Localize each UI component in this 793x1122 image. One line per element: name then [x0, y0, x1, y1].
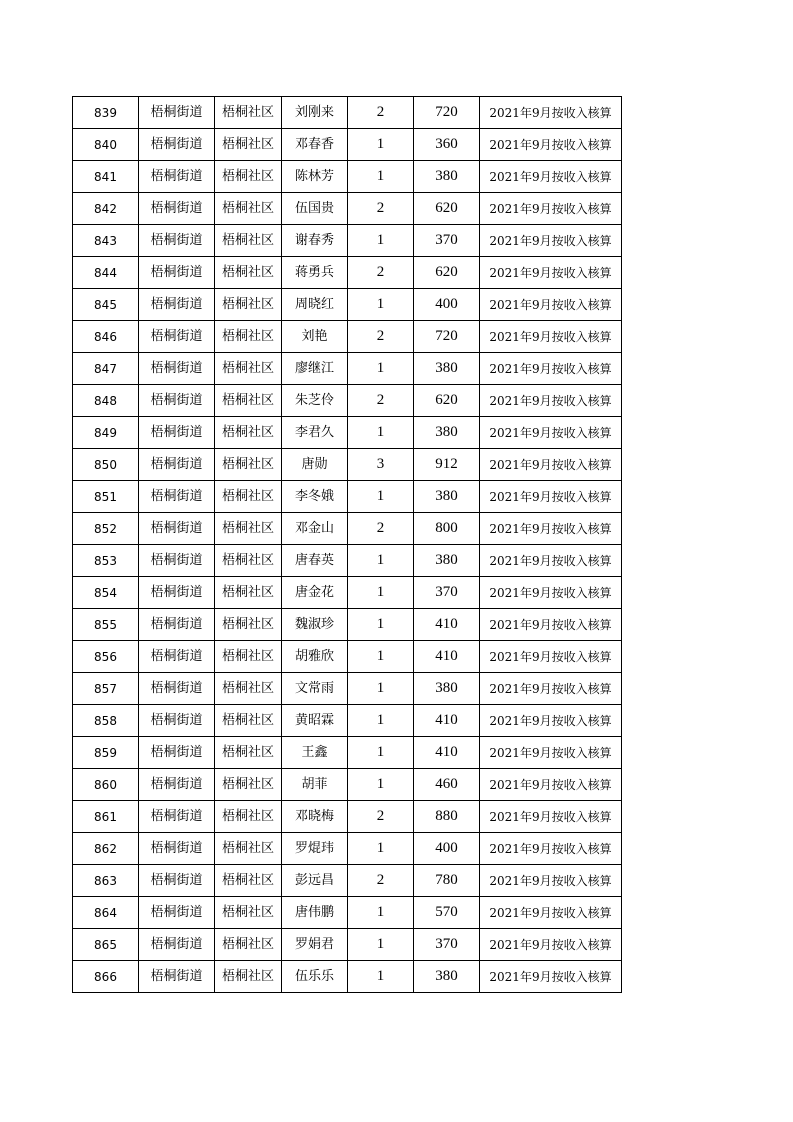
table-row	[73, 385, 622, 417]
cell-serial-number: 842	[73, 193, 139, 225]
cell-household-size: 1	[348, 769, 414, 801]
cell-amount: 410	[414, 737, 480, 769]
table-row	[73, 193, 622, 225]
cell-serial-number: 846	[73, 321, 139, 353]
cell-community: 梧桐社区	[215, 193, 282, 225]
cell-household-size: 1	[348, 705, 414, 737]
cell-amount: 912	[414, 449, 480, 481]
cell-note: 2021年9月按收入核算	[480, 897, 622, 929]
cell-name: 李冬娥	[282, 481, 348, 513]
cell-community: 梧桐社区	[215, 129, 282, 161]
cell-community: 梧桐社区	[215, 897, 282, 929]
cell-street: 梧桐街道	[139, 417, 215, 449]
cell-name: 罗焜玮	[282, 833, 348, 865]
cell-amount: 380	[414, 481, 480, 513]
table-row	[73, 577, 622, 609]
cell-household-size: 1	[348, 673, 414, 705]
cell-community: 梧桐社区	[215, 545, 282, 577]
cell-household-size: 1	[348, 737, 414, 769]
cell-household-size: 1	[348, 833, 414, 865]
cell-name: 彭远昌	[282, 865, 348, 897]
cell-street: 梧桐街道	[139, 577, 215, 609]
table-row	[73, 449, 622, 481]
cell-note: 2021年9月按收入核算	[480, 833, 622, 865]
cell-community: 梧桐社区	[215, 513, 282, 545]
table-row	[73, 865, 622, 897]
table-row	[73, 673, 622, 705]
cell-name: 胡雅欣	[282, 641, 348, 673]
cell-amount: 400	[414, 833, 480, 865]
cell-household-size: 2	[348, 865, 414, 897]
cell-household-size: 1	[348, 897, 414, 929]
table-row	[73, 225, 622, 257]
cell-household-size: 1	[348, 929, 414, 961]
cell-serial-number: 857	[73, 673, 139, 705]
cell-street: 梧桐街道	[139, 513, 215, 545]
cell-household-size: 3	[348, 449, 414, 481]
cell-household-size: 2	[348, 513, 414, 545]
cell-community: 梧桐社区	[215, 257, 282, 289]
cell-serial-number: 840	[73, 129, 139, 161]
cell-note: 2021年9月按收入核算	[480, 641, 622, 673]
table-row	[73, 961, 622, 993]
cell-household-size: 1	[348, 161, 414, 193]
cell-name: 王鑫	[282, 737, 348, 769]
table-row	[73, 257, 622, 289]
cell-note: 2021年9月按收入核算	[480, 545, 622, 577]
cell-serial-number: 845	[73, 289, 139, 321]
cell-name: 陈林芳	[282, 161, 348, 193]
cell-serial-number: 858	[73, 705, 139, 737]
cell-serial-number: 841	[73, 161, 139, 193]
cell-community: 梧桐社区	[215, 321, 282, 353]
cell-community: 梧桐社区	[215, 705, 282, 737]
cell-household-size: 2	[348, 257, 414, 289]
cell-note: 2021年9月按收入核算	[480, 513, 622, 545]
cell-street: 梧桐街道	[139, 801, 215, 833]
cell-name: 文常雨	[282, 673, 348, 705]
cell-street: 梧桐街道	[139, 609, 215, 641]
table-row	[73, 641, 622, 673]
cell-street: 梧桐街道	[139, 161, 215, 193]
cell-serial-number: 866	[73, 961, 139, 993]
cell-amount: 380	[414, 961, 480, 993]
cell-street: 梧桐街道	[139, 353, 215, 385]
cell-street: 梧桐街道	[139, 321, 215, 353]
cell-note: 2021年9月按收入核算	[480, 161, 622, 193]
cell-name: 邓金山	[282, 513, 348, 545]
cell-serial-number: 860	[73, 769, 139, 801]
cell-amount: 380	[414, 161, 480, 193]
cell-household-size: 1	[348, 545, 414, 577]
cell-note: 2021年9月按收入核算	[480, 577, 622, 609]
cell-serial-number: 855	[73, 609, 139, 641]
cell-street: 梧桐街道	[139, 449, 215, 481]
cell-name: 廖继江	[282, 353, 348, 385]
cell-name: 魏淑珍	[282, 609, 348, 641]
cell-household-size: 2	[348, 321, 414, 353]
table-row	[73, 801, 622, 833]
cell-name: 蒋勇兵	[282, 257, 348, 289]
cell-amount: 370	[414, 929, 480, 961]
cell-community: 梧桐社区	[215, 641, 282, 673]
cell-street: 梧桐街道	[139, 833, 215, 865]
cell-serial-number: 854	[73, 577, 139, 609]
cell-serial-number: 850	[73, 449, 139, 481]
table-row	[73, 513, 622, 545]
cell-note: 2021年9月按收入核算	[480, 737, 622, 769]
cell-name: 朱芝伶	[282, 385, 348, 417]
cell-name: 伍国贵	[282, 193, 348, 225]
cell-street: 梧桐街道	[139, 385, 215, 417]
cell-serial-number: 839	[73, 97, 139, 129]
cell-serial-number: 864	[73, 897, 139, 929]
cell-community: 梧桐社区	[215, 769, 282, 801]
table-row	[73, 129, 622, 161]
cell-household-size: 1	[348, 609, 414, 641]
table-body	[73, 97, 622, 993]
table-row	[73, 97, 622, 129]
table-row	[73, 929, 622, 961]
cell-household-size: 1	[348, 417, 414, 449]
cell-community: 梧桐社区	[215, 289, 282, 321]
cell-amount: 410	[414, 705, 480, 737]
cell-note: 2021年9月按收入核算	[480, 129, 622, 161]
cell-amount: 800	[414, 513, 480, 545]
cell-note: 2021年9月按收入核算	[480, 769, 622, 801]
cell-amount: 620	[414, 385, 480, 417]
cell-name: 胡菲	[282, 769, 348, 801]
cell-amount: 720	[414, 321, 480, 353]
table-row	[73, 481, 622, 513]
cell-name: 刘刚来	[282, 97, 348, 129]
cell-note: 2021年9月按收入核算	[480, 481, 622, 513]
cell-note: 2021年9月按收入核算	[480, 801, 622, 833]
cell-name: 伍乐乐	[282, 961, 348, 993]
cell-note: 2021年9月按收入核算	[480, 385, 622, 417]
cell-note: 2021年9月按收入核算	[480, 225, 622, 257]
cell-community: 梧桐社区	[215, 353, 282, 385]
cell-amount: 360	[414, 129, 480, 161]
cell-street: 梧桐街道	[139, 769, 215, 801]
cell-household-size: 1	[348, 481, 414, 513]
cell-amount: 370	[414, 577, 480, 609]
cell-street: 梧桐街道	[139, 865, 215, 897]
cell-community: 梧桐社区	[215, 449, 282, 481]
cell-name: 邓春香	[282, 129, 348, 161]
cell-household-size: 2	[348, 801, 414, 833]
cell-serial-number: 853	[73, 545, 139, 577]
cell-note: 2021年9月按收入核算	[480, 449, 622, 481]
cell-street: 梧桐街道	[139, 97, 215, 129]
cell-serial-number: 852	[73, 513, 139, 545]
cell-community: 梧桐社区	[215, 801, 282, 833]
cell-serial-number: 848	[73, 385, 139, 417]
cell-street: 梧桐街道	[139, 929, 215, 961]
cell-community: 梧桐社区	[215, 385, 282, 417]
cell-community: 梧桐社区	[215, 161, 282, 193]
cell-note: 2021年9月按收入核算	[480, 289, 622, 321]
cell-note: 2021年9月按收入核算	[480, 673, 622, 705]
table-row	[73, 545, 622, 577]
table-row	[73, 609, 622, 641]
table-row	[73, 705, 622, 737]
cell-amount: 410	[414, 609, 480, 641]
cell-street: 梧桐街道	[139, 129, 215, 161]
cell-note: 2021年9月按收入核算	[480, 353, 622, 385]
cell-street: 梧桐街道	[139, 257, 215, 289]
cell-household-size: 2	[348, 385, 414, 417]
table-row	[73, 833, 622, 865]
cell-household-size: 1	[348, 961, 414, 993]
cell-amount: 620	[414, 257, 480, 289]
cell-note: 2021年9月按收入核算	[480, 193, 622, 225]
cell-name: 周晓红	[282, 289, 348, 321]
cell-street: 梧桐街道	[139, 705, 215, 737]
cell-street: 梧桐街道	[139, 289, 215, 321]
cell-note: 2021年9月按收入核算	[480, 865, 622, 897]
cell-note: 2021年9月按收入核算	[480, 417, 622, 449]
cell-household-size: 1	[348, 129, 414, 161]
cell-amount: 370	[414, 225, 480, 257]
cell-note: 2021年9月按收入核算	[480, 961, 622, 993]
cell-name: 邓晓梅	[282, 801, 348, 833]
cell-street: 梧桐街道	[139, 737, 215, 769]
cell-name: 唐伟鹏	[282, 897, 348, 929]
cell-household-size: 1	[348, 289, 414, 321]
cell-amount: 620	[414, 193, 480, 225]
cell-name: 谢春秀	[282, 225, 348, 257]
table-row	[73, 769, 622, 801]
cell-serial-number: 847	[73, 353, 139, 385]
cell-household-size: 2	[348, 97, 414, 129]
cell-community: 梧桐社区	[215, 961, 282, 993]
cell-street: 梧桐街道	[139, 961, 215, 993]
cell-community: 梧桐社区	[215, 481, 282, 513]
cell-note: 2021年9月按收入核算	[480, 705, 622, 737]
cell-serial-number: 859	[73, 737, 139, 769]
cell-serial-number: 856	[73, 641, 139, 673]
cell-amount: 460	[414, 769, 480, 801]
cell-serial-number: 861	[73, 801, 139, 833]
cell-street: 梧桐街道	[139, 897, 215, 929]
cell-street: 梧桐街道	[139, 673, 215, 705]
cell-serial-number: 851	[73, 481, 139, 513]
cell-community: 梧桐社区	[215, 97, 282, 129]
cell-community: 梧桐社区	[215, 737, 282, 769]
cell-community: 梧桐社区	[215, 577, 282, 609]
cell-name: 李君久	[282, 417, 348, 449]
cell-note: 2021年9月按收入核算	[480, 929, 622, 961]
cell-street: 梧桐街道	[139, 641, 215, 673]
table-row	[73, 417, 622, 449]
cell-community: 梧桐社区	[215, 929, 282, 961]
cell-community: 梧桐社区	[215, 609, 282, 641]
table-row	[73, 353, 622, 385]
cell-serial-number: 863	[73, 865, 139, 897]
cell-community: 梧桐社区	[215, 833, 282, 865]
cell-amount: 380	[414, 673, 480, 705]
cell-street: 梧桐街道	[139, 193, 215, 225]
cell-household-size: 1	[348, 353, 414, 385]
cell-household-size: 2	[348, 193, 414, 225]
cell-street: 梧桐街道	[139, 545, 215, 577]
cell-serial-number: 862	[73, 833, 139, 865]
cell-amount: 400	[414, 289, 480, 321]
cell-amount: 780	[414, 865, 480, 897]
cell-name: 黄昭霖	[282, 705, 348, 737]
cell-street: 梧桐街道	[139, 481, 215, 513]
cell-amount: 380	[414, 353, 480, 385]
cell-amount: 880	[414, 801, 480, 833]
cell-serial-number: 865	[73, 929, 139, 961]
cell-note: 2021年9月按收入核算	[480, 257, 622, 289]
cell-serial-number: 849	[73, 417, 139, 449]
cell-name: 刘艳	[282, 321, 348, 353]
cell-amount: 410	[414, 641, 480, 673]
cell-household-size: 1	[348, 641, 414, 673]
cell-community: 梧桐社区	[215, 673, 282, 705]
cell-community: 梧桐社区	[215, 865, 282, 897]
cell-community: 梧桐社区	[215, 417, 282, 449]
cell-community: 梧桐社区	[215, 225, 282, 257]
cell-serial-number: 843	[73, 225, 139, 257]
data-table	[72, 96, 622, 993]
cell-amount: 380	[414, 545, 480, 577]
cell-note: 2021年9月按收入核算	[480, 321, 622, 353]
cell-serial-number: 844	[73, 257, 139, 289]
table-row	[73, 897, 622, 929]
cell-name: 唐勋	[282, 449, 348, 481]
cell-amount: 380	[414, 417, 480, 449]
cell-amount: 720	[414, 97, 480, 129]
table-row	[73, 289, 622, 321]
cell-street: 梧桐街道	[139, 225, 215, 257]
cell-name: 唐春英	[282, 545, 348, 577]
cell-amount: 570	[414, 897, 480, 929]
cell-name: 唐金花	[282, 577, 348, 609]
cell-note: 2021年9月按收入核算	[480, 609, 622, 641]
cell-note: 2021年9月按收入核算	[480, 97, 622, 129]
table-row	[73, 321, 622, 353]
cell-household-size: 1	[348, 577, 414, 609]
table-row	[73, 737, 622, 769]
cell-household-size: 1	[348, 225, 414, 257]
table-row	[73, 161, 622, 193]
cell-name: 罗娟君	[282, 929, 348, 961]
